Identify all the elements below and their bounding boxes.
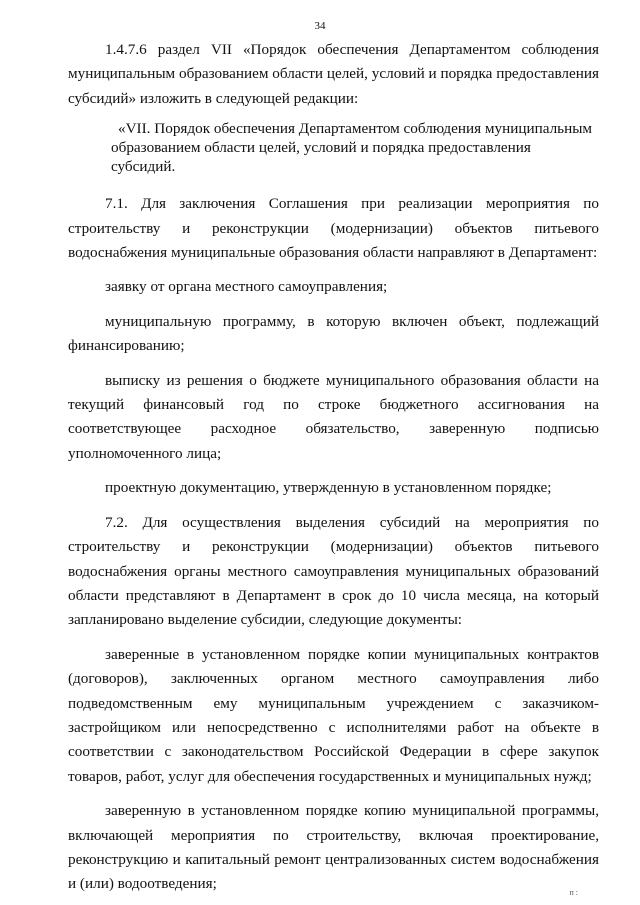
section-heading-line-1: «VII. Порядок обеспечения Департаментом соблюдения муниципальным <box>118 120 593 138</box>
list-item-budget-extract: выписку из решения о бюджете муниципального образования области на текущий финансовый год по строке бюджетного ассигнования на соответствующее расходное обязательство, заверенную подписью уполномоченного лица; <box>68 371 599 462</box>
section-heading-vii <box>68 119 599 176</box>
paragraph-7-1: 7.1. Для заключения Соглашения при реализации мероприятия по строительству и реконструкции (модернизации) объектов питьевого водоснабжения муниципальные образования области направляют в Департамент: <box>68 195 599 262</box>
paragraph-7-2: 7.2. Для осуществления выделения субсидий на мероприятия по строительству и реконструкции (модернизации) объектов питьевого водоснабжения органы местного самоуправления муниципальных образований области представляют в Департамент в срок до 10 числа месяца, на который запланировано выделение субсидии, следующие документы: <box>68 513 599 629</box>
document-body <box>68 38 599 897</box>
list-item-contract-copies: заверенные в установленном порядке копии муниципальных контрактов (договоров), заключенных органом местного самоуправления либо подведомственным ему муниципальным учреждением с заказчиком-застройщиком или непосредственно с исполнителями работ на объекте в соответствии с законодательством Российской Федерации в сфере закупок товаров, работ, услуг для обеспечения государственных и муниципальных нужд; <box>68 645 599 785</box>
paragraph-1-4-7-6: 1.4.7.6 раздел VII «Порядок обеспечения Департаментом соблюдения муниципальным образованием области целей, условий и порядка предоставления субсидий» изложить в следующей редакции: <box>68 41 599 107</box>
list-item-program-copy: заверенную в установленном порядке копию муниципальной программы, включающей мероприятия по строительству, включая проектирование, реконструкцию и капитальный ремонт централизованных систем водоснабжения и (или) водоотведения; <box>68 802 599 893</box>
list-item-application: заявку от органа местного самоуправления; <box>105 278 388 296</box>
section-heading-line-2: образованием области целей, условий и порядка предоставления субсидий. <box>111 139 531 176</box>
list-item-project-docs: проектную документацию, утвержденную в установленном порядке; <box>105 479 552 497</box>
list-item-municipal-program: муниципальную программу, в которую включен объект, подлежащий финансированию; <box>68 312 599 355</box>
scan-corner-mark: п: <box>569 888 580 897</box>
page-number: 34 <box>314 20 326 32</box>
